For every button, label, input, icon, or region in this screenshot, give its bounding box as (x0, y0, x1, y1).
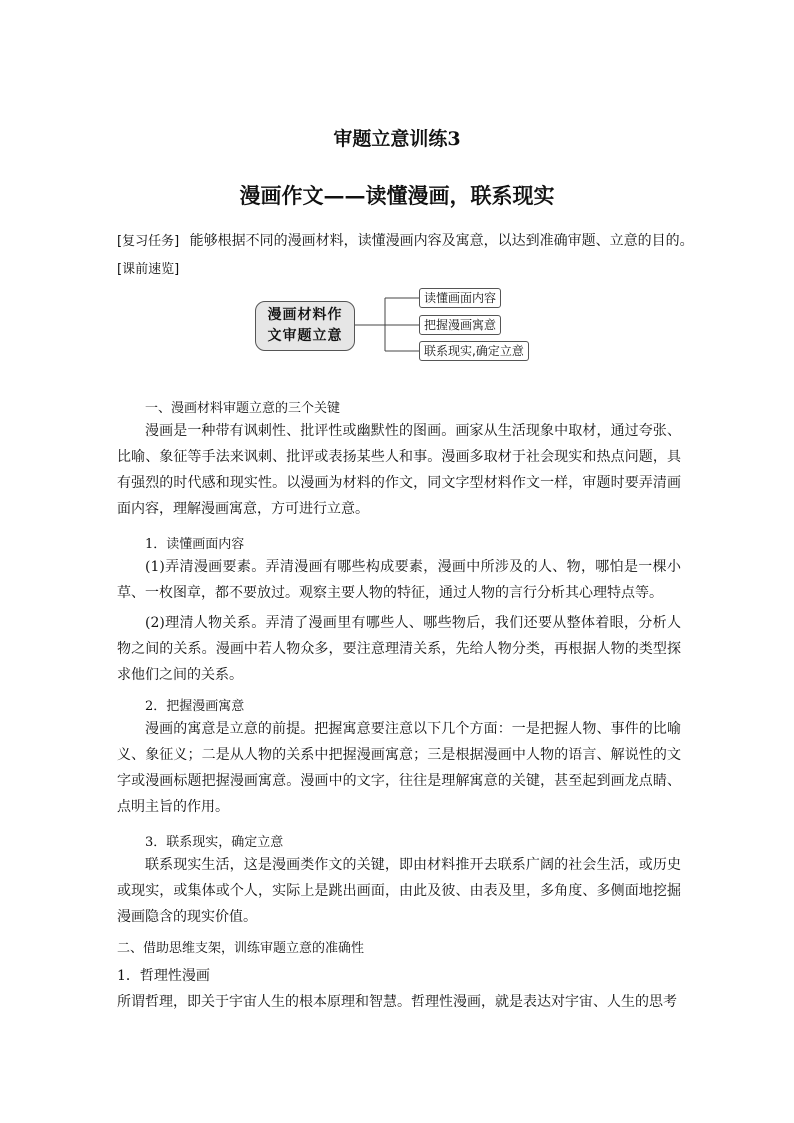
section-heading: 一、漫画材料审题立意的三个关键 (145, 401, 341, 416)
paragraph-text: (2)理清人物关系。弄清了漫画里有哪些人、哪些物后，我们还要从整体着眼，分析人物之间的关系。漫画中若人物众多，要注意理清关系，先给人物分类，再根据人物的类型探求他们之间的关系。 (117, 615, 681, 683)
paragraph-text: 所谓哲理，即关于宇宙人生的根本原理和智慧。哲理性漫画，就是表达对宇宙、人生的思考 (117, 994, 677, 1010)
paragraph (117, 418, 681, 522)
task-label: [复习任务] (117, 234, 180, 249)
paragraph (117, 554, 681, 606)
page-title: 审题立意训练3 (333, 128, 461, 150)
paragraph-text: 联系现实生活，这是漫画类作文的关键，即由材料推开去联系广阔的社会生活，或历史或现实，或集体或个人，实际上是跳出画面，由此及彼、由表及里，多角度、多侧面地挖掘漫画隐含的现实价值。 (117, 857, 681, 925)
paragraph-text: 漫画是一种带有讽刺性、批评性或幽默性的图画。画家从生活现象中取材，通过夸张、比喻、象征等手法来讽刺、批评或表扬某些人和事。漫画多取材于社会现实和热点问题，具有强烈的时代感和现实性。以漫画为材料的作文，同文字型材料作文一样，审题时要弄清画面内容，理解漫画寓意，方可进行立意。 (117, 423, 681, 517)
mindmap-center-line2: 文审题立意 (267, 328, 343, 344)
paragraph-text: 漫画的寓意是立意的前提。把握寓意要注意以下几个方面：一是把握人物、事件的比喻义、象征义；二是从人物的关系中把握漫画寓意；三是根据漫画中人物的语言、解说性的文字或漫画标题把握漫画寓意。漫画中的文字，往往是理解寓意的关键，甚至起到画龙点睛、点明主旨的作用。 (117, 721, 681, 815)
task-text: 能够根据不同的漫画材料，读懂漫画内容及寓意，以达到准确审题、立意的目的。 (189, 233, 694, 249)
paragraph (117, 716, 681, 820)
mindmap-node: 读懂画面内容 (419, 288, 501, 308)
paragraph (117, 852, 681, 930)
mindmap-center (255, 301, 355, 351)
mindmap-node: 把握漫画寓意 (419, 315, 501, 335)
mindmap-connectors (0, 0, 794, 400)
section-heading: 二、借助思维支架，训练审题立意的准确性 (117, 941, 365, 956)
preview-label: [课前速览] (117, 262, 180, 277)
mindmap-center-line1: 漫画材料作 (267, 307, 343, 323)
subsection-heading: 3．联系现实，确定立意 (145, 835, 284, 850)
page-subtitle: 漫画作文——读懂漫画，联系现实 (239, 183, 555, 208)
subsection-heading: 1．哲理性漫画 (117, 968, 210, 984)
paragraph-text: (1)弄清漫画要素。弄清漫画有哪些构成要素，漫画中所涉及的人、物，哪怕是一棵小草、一枚图章，都不要放过。观察主要人物的特征，通过人物的言行分析其心理特点等。 (117, 559, 681, 601)
subsection-heading: 1．读懂画面内容 (145, 537, 245, 552)
subsection-heading: 2．把握漫画寓意 (145, 699, 245, 714)
mindmap-node: 联系现实,确定立意 (419, 341, 529, 361)
paragraph (117, 610, 681, 688)
